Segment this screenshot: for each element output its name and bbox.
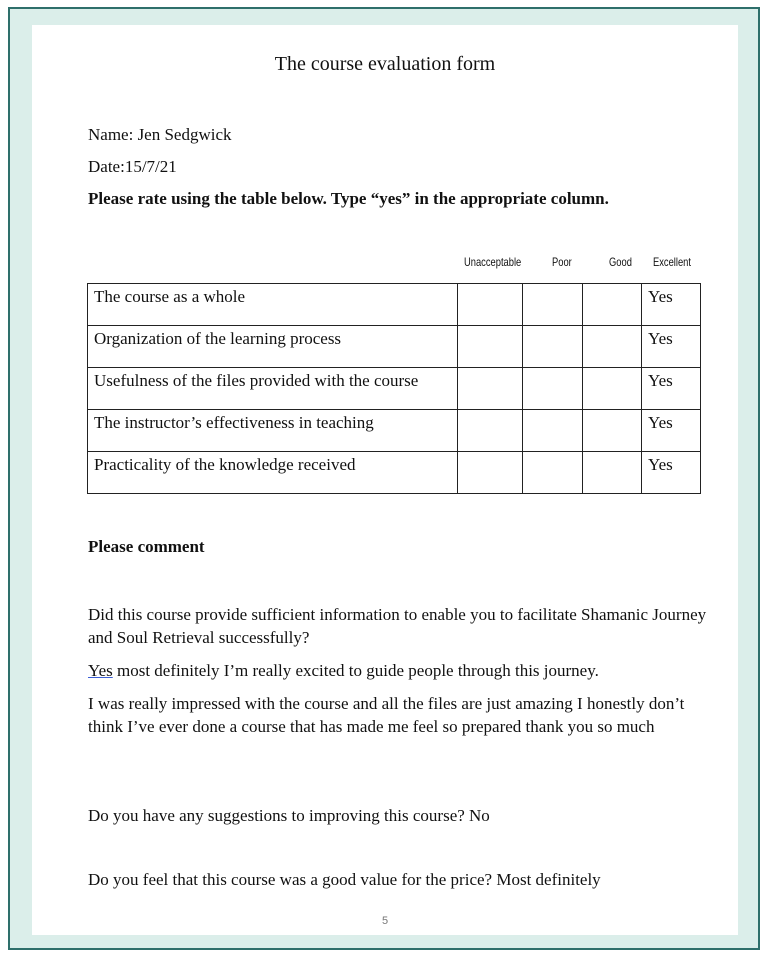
- cell-excellent[interactable]: Yes: [642, 284, 701, 326]
- cell-good[interactable]: [583, 284, 642, 326]
- form-title: The course evaluation form: [274, 53, 496, 75]
- question-suggestions: Do you have any suggestions to improving this course? No: [88, 806, 490, 825]
- row-label: Practicality of the knowledge received: [88, 452, 458, 494]
- cell-good[interactable]: [583, 326, 642, 368]
- cell-good[interactable]: [583, 368, 642, 410]
- answer-text: most definitely I’m really excited to guide people through this journey.: [112, 661, 599, 680]
- table-row: [88, 410, 701, 452]
- cell-excellent[interactable]: Yes: [642, 452, 701, 494]
- row-label: The course as a whole: [88, 284, 458, 326]
- cell-unacceptable[interactable]: [458, 326, 523, 368]
- cell-poor[interactable]: [523, 284, 583, 326]
- rating-table: [87, 283, 701, 494]
- cell-poor[interactable]: [523, 410, 583, 452]
- table-row: [88, 284, 701, 326]
- table-row: [88, 368, 701, 410]
- comments-heading: Please comment: [88, 537, 205, 556]
- column-header-poor: Poor: [552, 255, 572, 269]
- table-row: [88, 326, 701, 368]
- cell-good[interactable]: [583, 452, 642, 494]
- row-label: Organization of the learning process: [88, 326, 458, 368]
- cell-poor[interactable]: [523, 452, 583, 494]
- column-header-good: Good: [609, 255, 632, 269]
- cell-unacceptable[interactable]: [458, 284, 523, 326]
- date-line: Date:15/7/21: [88, 157, 177, 176]
- answer-additional-comment: I was really impressed with the course and all the files are just amazing I honestly don’t think I’ve ever done a course that has made me feel so prepared thank you so much: [88, 694, 685, 736]
- cell-poor[interactable]: [523, 326, 583, 368]
- cell-unacceptable[interactable]: [458, 368, 523, 410]
- column-header-unacceptable: Unacceptable: [464, 255, 522, 269]
- row-label: The instructor’s effectiveness in teaching: [88, 410, 458, 452]
- row-label: Usefulness of the files provided with the course: [88, 368, 458, 410]
- cell-good[interactable]: [583, 410, 642, 452]
- document-frame: [8, 7, 760, 950]
- question-sufficient-information: Did this course provide sufficient information to enable you to facilitate Shamanic Journey and Soul Retrieval successfully?: [88, 605, 707, 647]
- rating-instruction: Please rate using the table below. Type “yes” in the appropriate column.: [88, 189, 609, 208]
- answer-sufficient-information: [88, 659, 708, 682]
- cell-unacceptable[interactable]: [458, 410, 523, 452]
- cell-excellent[interactable]: Yes: [642, 326, 701, 368]
- spellcheck-word: Yes: [88, 661, 113, 680]
- cell-unacceptable[interactable]: [458, 452, 523, 494]
- question-value-for-price: Do you feel that this course was a good value for the price? Most definitely: [88, 870, 601, 889]
- cell-excellent[interactable]: Yes: [642, 368, 701, 410]
- name-line: Name: Jen Sedgwick: [88, 125, 232, 144]
- cell-excellent[interactable]: Yes: [642, 410, 701, 452]
- document-page: [32, 25, 738, 935]
- page-number: 5: [381, 915, 389, 927]
- table-row: [88, 452, 701, 494]
- cell-poor[interactable]: [523, 368, 583, 410]
- column-header-excellent: Excellent: [653, 255, 691, 269]
